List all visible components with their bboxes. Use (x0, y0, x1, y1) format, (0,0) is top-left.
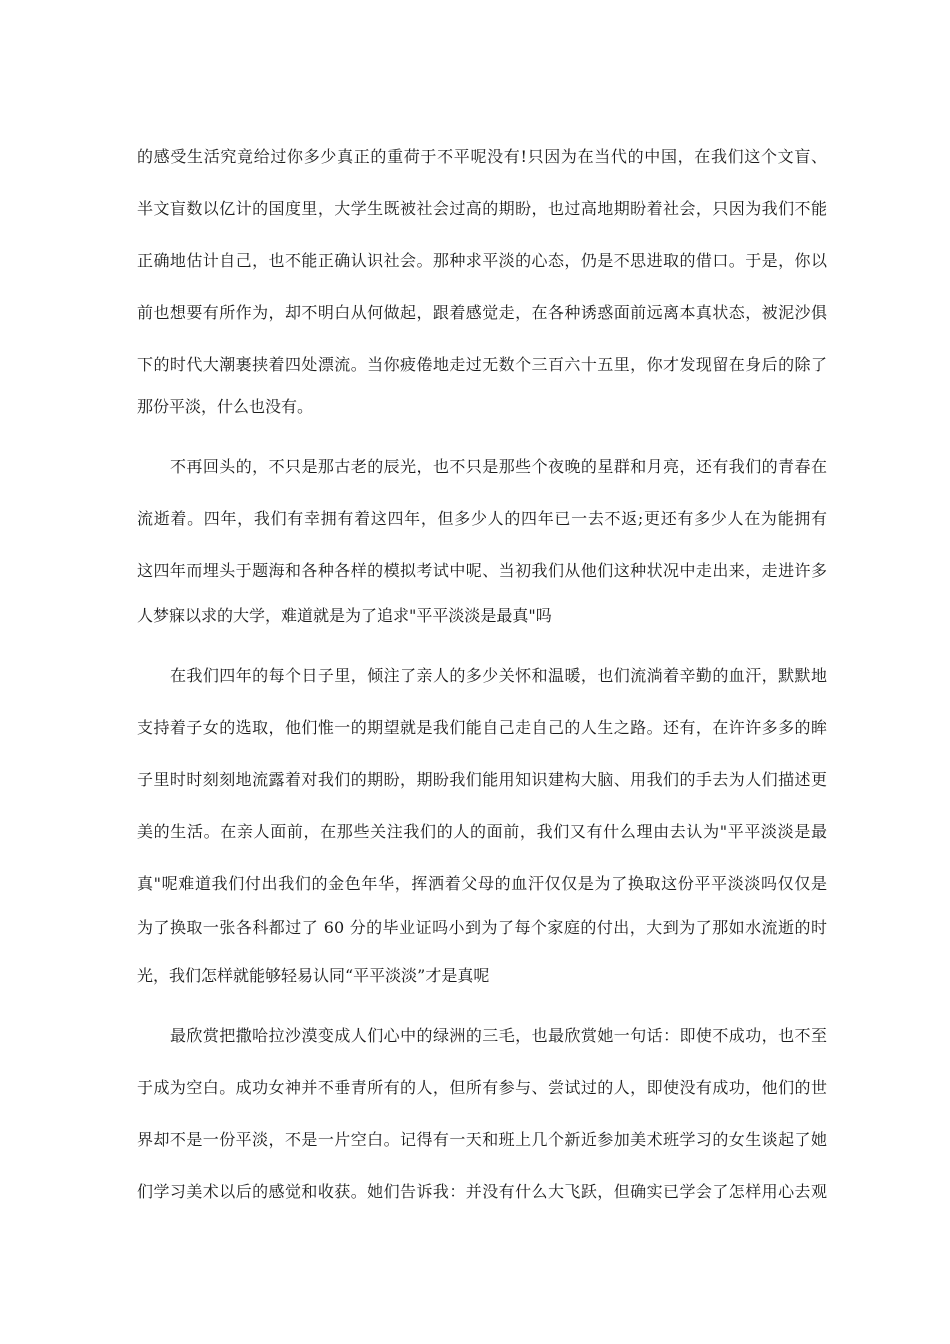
paragraph-3-line-1: 在我们四年的每个日子里，倾注了亲人的多少关怀和温暖，也们流淌着辛勤的血汗，默默地 (170, 666, 827, 685)
paragraph-1-line-3: 正确地估计自己，也不能正确认识社会。那种求平淡的心态，仍是不思进取的借口。于是，你以 (137, 251, 827, 270)
paragraph-1-line-4: 前也想要有所作为，却不明白从何做起，跟着感觉走，在各种诱惑面前远离本真状态，被泥沙俱 (137, 303, 827, 322)
paragraph-2-line-1: 不再回头的，不只是那古老的辰光，也不只是那些个夜晚的星群和月亮，还有我们的青春在 (170, 457, 827, 476)
paragraph-4-line-4: 们学习美术以后的感觉和收获。她们告诉我：并没有什么大飞跃，但确实已学会了怎样用心去观 (137, 1182, 827, 1201)
paragraph-3-line-5: 真"呢难道我们付出我们的金色年华，挥洒着父母的血汗仅仅是为了换取这份平平淡淡吗仅仅是 (137, 874, 827, 893)
paragraph-3-line-3: 子里时时刻刻地流露着对我们的期盼，期盼我们能用知识建构大脑、用我们的手去为人们描述更 (137, 770, 827, 789)
paragraph-2-line-4: 人梦寐以求的大学，难道就是为了追求"平平淡淡是最真"吗 (137, 606, 552, 625)
paragraph-2-line-2: 流逝着。四年，我们有幸拥有着这四年，但多少人的四年已一去不返;更还有多少人在为能拥有 (137, 509, 827, 528)
paragraph-3-line-7: 光，我们怎样就能够轻易认同“平平淡淡”才是真呢 (137, 966, 490, 985)
paragraph-1-line-6: 那份平淡，什么也没有。 (137, 397, 314, 416)
paragraph-1-line-5: 下的时代大潮裹挟着四处漂流。当你疲倦地走过无数个三百六十五里，你才发现留在身后的除了 (137, 355, 827, 374)
paragraph-2-line-3: 这四年而埋头于题海和各种各样的模拟考试中呢、当初我们从他们这种状况中走出来，走进许多 (137, 561, 827, 580)
paragraph-3-line-6: 为了换取一张各科都过了 60 分的毕业证吗小到为了每个家庭的付出，大到为了那如水流逝的时 (137, 918, 827, 937)
paragraph-1-line-1: 的感受生活究竟给过你多少真正的重荷于不平呢没有!只因为在当代的中国，在我们这个文盲、 (137, 147, 827, 166)
paragraph-4-line-1: 最欣赏把撒哈拉沙漠变成人们心中的绿洲的三毛，也最欣赏她一句话：即使不成功，也不至 (170, 1026, 827, 1045)
paragraph-4-line-2: 于成为空白。成功女神并不垂青所有的人，但所有参与、尝试过的人，即使没有成功，他们的世 (137, 1078, 827, 1097)
paragraph-3-line-2: 支持着子女的选取，他们惟一的期望就是我们能自己走自己的人生之路。还有，在许许多多的眸 (137, 718, 827, 737)
paragraph-1-line-2: 半文盲数以亿计的国度里，大学生既被社会过高的期盼，也过高地期盼着社会，只因为我们不能 (137, 199, 827, 218)
paragraph-3-line-4: 美的生活。在亲人面前，在那些关注我们的人的面前，我们又有什么理由去认为"平平淡淡是最 (137, 822, 827, 841)
paragraph-4-line-3: 界却不是一份平淡，不是一片空白。记得有一天和班上几个新近参加美术班学习的女生谈起了她 (137, 1130, 827, 1149)
